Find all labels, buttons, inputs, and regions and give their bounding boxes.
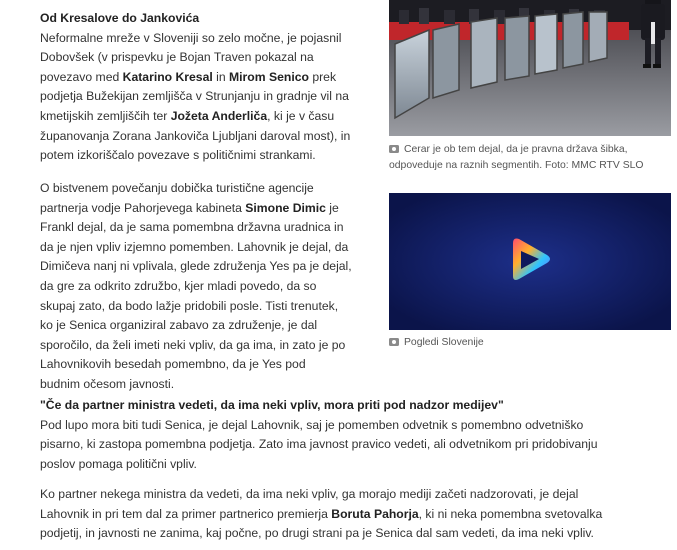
person-name: Mirom Senico [229,69,309,84]
article-section-3 [40,396,672,474]
text-line: ko je Senica organiziral zabavo za združenje, je dal [40,318,318,333]
text-span: je [325,200,339,215]
caption-text: Pogledi Slovenije [404,337,484,348]
text-line: podjetij, in javnosti ne zanima, kaj počne, po drugi strani pa je Senica dal sam vedeti, da ima neki vpliv. [40,526,594,541]
video-player-image [389,193,671,330]
section-heading: Od Kresalove do Jankovića [40,11,200,25]
article-section-4 [40,485,672,544]
caption-text: Cerar je ob tem dejal, da je pravna država šibka, [404,144,628,155]
text-span: prek [308,69,337,84]
text-line: podjetja Bužekijan zemljišča v Strunjanju in gradnje vil na [40,89,349,104]
camera-icon [389,338,399,346]
text-line: Ko partner nekega ministra da vedeti, da ima neki vpliv, ga morajo mediji začeti nadzorovati, je dejal [40,487,579,501]
text-line [40,107,385,127]
caption-line: odpoveduje na raznih segmentih. Foto: MMC RTV SLO [389,159,644,171]
text-line [40,505,672,525]
camera-icon [389,145,399,153]
text-line: da gre za odkrito združbo, kjer mladi povedo, da so [40,278,317,293]
text-line [40,68,385,88]
article-section-2 [40,179,385,395]
section-heading: "Če da partner ministra vedeti, da ima neki vpliv, mora priti pod nadzor medijev" [40,398,504,412]
text-line: Lahovnikovih besedah pomembno, da je Yes pod [40,357,306,372]
video-caption [389,335,674,351]
text-line: sporočilo, da želi imeti neki vpliv, da ga ima, in zato je po [40,337,346,352]
person-name: Jožeta Anderliča [170,108,268,123]
text-span: , ki ni neka pomembna svetovalka [418,506,603,521]
text-line [40,199,385,219]
text-line: Neformalne mreže v Sloveniji so zelo močne, je pojasnil [40,30,342,45]
article-section-1 [40,9,385,166]
text-span: , ki je v času [267,108,335,123]
caption-line [389,142,674,158]
text-span: in [212,69,230,84]
text-line: Frankl dejal, da je sama pomembna državna uradnica in [40,220,344,235]
text-line: Pod lupo mora biti tudi Senica, je dejal Lahovnik, saj je pomemben odvetnik s pomembno odvetniško [40,417,584,432]
photo-caption [389,142,674,173]
text-span: partnerja vodje Pahorjevega kabineta [40,200,246,215]
text-line: potem izkoriščalo povezave s političnimi strankami. [40,148,316,163]
text-line: skupaj zato, da bodo lažje pridobili posle. Tisti trenutek, [40,298,339,313]
studio-scene-image [389,0,671,136]
text-line: pisarno, ki zastopa pomembna podjetja. Zato ima javnost pravico vedeti, ali odvetnikom pri pridobivanju [40,437,598,452]
text-line: da je njen vpliv izjemno pomemben. Lahovnik je dejal, da [40,239,349,254]
person-name: Boruta Pahorja [331,506,419,521]
video-thumbnail[interactable] [389,193,671,330]
text-line: O bistvenem povečanju dobička turistične agencije [40,181,314,195]
tv-studio-photo [389,0,671,136]
person-name: Katarino Kresal [122,69,213,84]
text-line: županovanja Zorana Jankoviča Ljubljani daroval most), in [40,128,351,143]
text-line: Dobovšek (v prispevku je Bojan Traven pokazal na [40,50,314,65]
text-span: kmetijskih zemljiščih ter [40,108,171,123]
text-line: budnim očesom javnosti. [40,376,175,391]
text-span: Lahovnik in pri tem dal za primer partnerico premierja [40,506,332,521]
caption-line [389,335,674,351]
text-line: Dimičeva nanj ni vplivala, glede združenja Yes pa je dejal, [40,259,352,274]
text-line: poslov pomaga politični vpliv. [40,456,197,471]
person-name: Simone Dimic [245,200,326,215]
text-span: povezavo med [40,69,123,84]
